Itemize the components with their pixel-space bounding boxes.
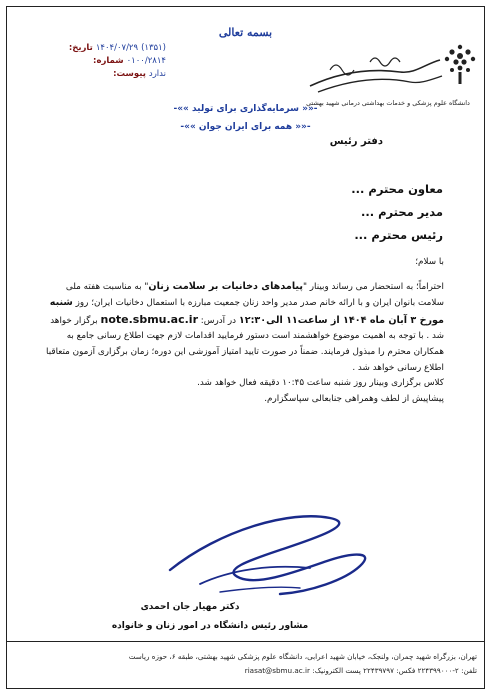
body-paragraph-2: کلاس برگزاری وبینار روز شنبه ساعت ۱۰:۴۵ دقیقه فعال خواهد شد. [197,378,444,389]
footer-address: تهران، بزرگراه شهید چمران، ولنجک، خیابان شهید اعرابی، دانشگاه علوم پزشکی شهید بهشتی، طبقه ۶، حوزه ریاست [128,652,477,661]
webinar-title: پیامدهای دخانیات بر سلامت زنان [148,280,303,292]
date-row [16,42,166,55]
handwritten-signature [160,500,390,600]
body-paragraph-3: پیشاپیش از لطف وهمراهی جنابعالی سپاسگزارم. [264,393,444,404]
signer-name: دکتر مهیار جان احمدی [140,602,240,612]
number-value: ۰۱۰۰/۲۸۱۴ [126,56,166,66]
date-value: ۱۴۰۴/۰۷/۲۹ [95,43,139,53]
slogans [0,100,491,136]
footer-contact [14,664,477,678]
body-p1-intro: احتراماً؛ به استحضار می رساند وبینار " [302,281,444,292]
attachment-row [16,68,166,81]
signer-title: مشاور رئیس دانشگاه در امور زنان و خانواده [111,621,309,631]
body-p1-end: برگزار خواهد شد . با توجه به اهمیت موضوع خواهشمند است دستور فرمایید اقدامات لازم جهت اطلاع رسانی جامع به همکاران محترم را مبذول فرمایند. ضمناً در صورت تایید امتیاز آموزشی این دوره؛ زمان برگزاری آزمون متعاقبا اطلاع رسانی خواهد شد . [46,315,444,373]
date-label: تاریخ: [68,43,93,53]
letter-footer [14,650,477,678]
webinar-date: شنبه مورخ ۳ آبان ماه ۱۴۰۴ از ساعت۱۱ الی۱۲:۳۰ [49,297,444,326]
letter-body [40,255,444,407]
attachment-value: ندارد [148,69,166,79]
bismillah-heading: بسمه تعالی [218,26,273,39]
slogan-line-2: -«« همه برای ایران جوان »»- [180,122,311,132]
number-row [16,55,166,68]
university-logo-text: دانشگاه علوم پزشکی و خدمات بهداشتی درمانی شهید بهشتی [306,99,470,107]
webinar-url: note.sbmu.ac.ir [100,312,198,326]
signer-block [0,598,380,636]
signature-icon [160,500,390,600]
footer-email: riasat@sbmu.ac.ir [244,666,310,675]
body-p1-mid: " به مناسبت هفته ملی سلامت بانوان ایران و با ارائه خانم صدر مدیر واحد زنان جمعیت مبارزه با استعمال دخانیات ایران؛ روز [65,281,444,309]
number-label: شماره: [93,56,124,66]
footer-divider [6,641,485,642]
addressee-3: رئیس محترم ... [354,228,443,242]
office-title: دفتر رئیس [329,136,383,147]
slogan-line-1: -«« سرمایه‌گذاری برای تولید »»- [173,104,318,114]
letter-meta [16,42,166,81]
date-serial: (۱۳۵۱) [141,43,166,53]
addressee-1: معاون محترم ... [351,182,443,196]
footer-phone: تلفن: ۲-۲۲۴۳۹۹۰۰۰ فکس: ۲۲۴۳۹۷۹۷ پست الکترونیک: [312,666,477,675]
body-p1-address-label: در آدرس: [198,315,239,326]
addressee-2: مدیر محترم ... [360,205,443,219]
greeting: با سلام؛ [415,257,444,267]
body-paragraph-1 [40,279,444,377]
addressee-list [351,178,443,247]
attachment-label: پیوست: [113,69,146,79]
